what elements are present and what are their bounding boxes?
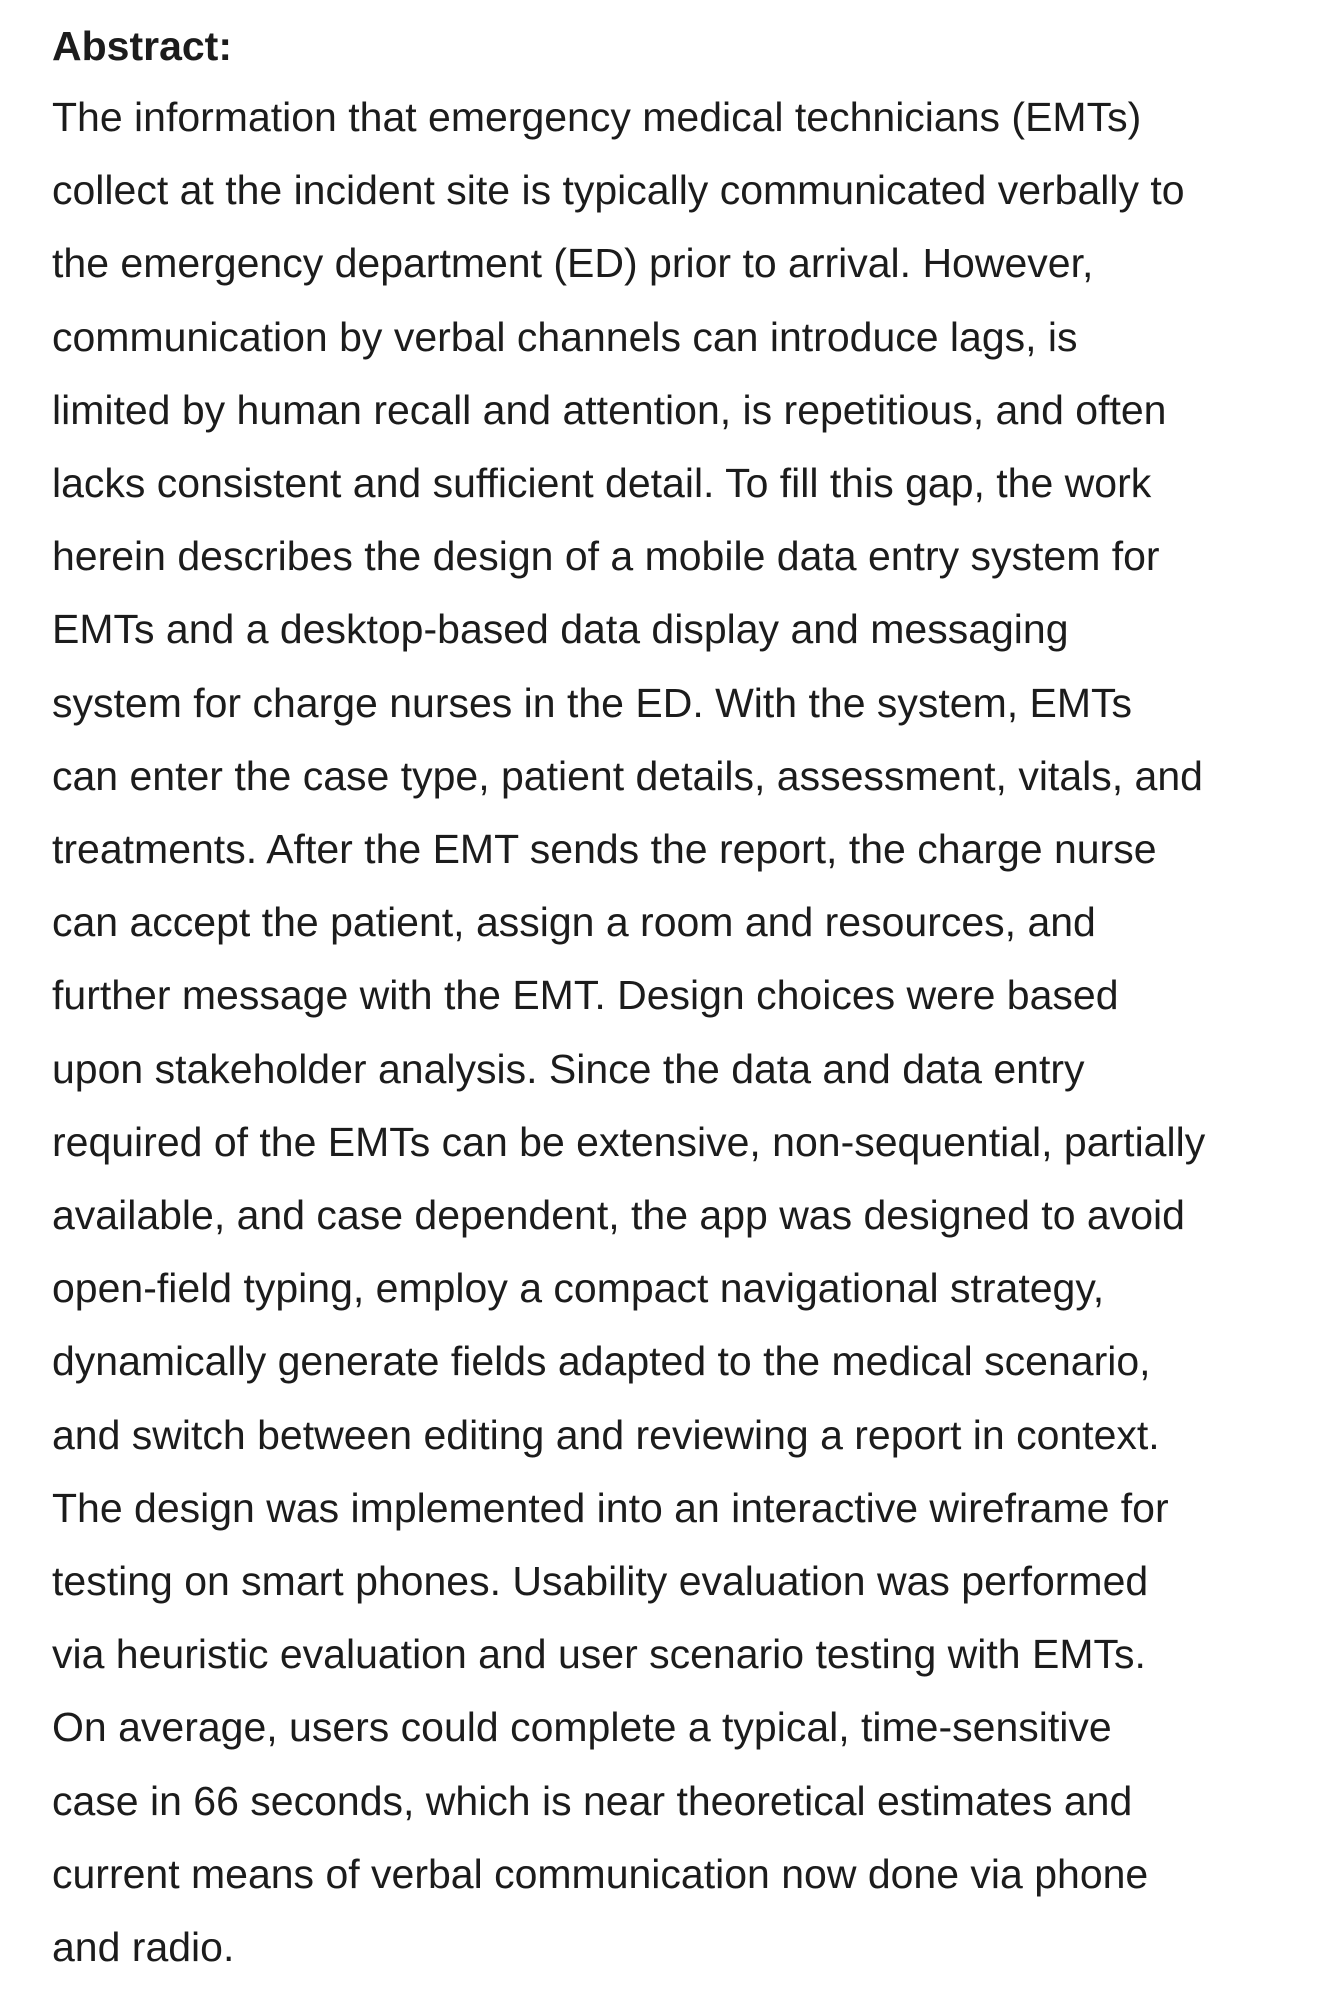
abstract-line: open-field typing, employ a compact navigational strategy, [52,1265,1105,1312]
abstract-line: The design was implemented into an interactive wireframe for [52,1484,1169,1531]
abstract-line: via heuristic evaluation and user scenario testing with EMTs. [52,1631,1146,1678]
abstract-line: can enter the case type, patient details, assessment, vitals, and [52,752,1203,799]
abstract-line: collect at the incident site is typically communicated verbally to [52,167,1185,214]
abstract-line: can accept the patient, assign a room and resources, and [52,899,1096,946]
abstract-section [52,18,1302,1984]
abstract-line: EMTs and a desktop-based data display and messaging [52,606,1069,653]
abstract-line: upon stakeholder analysis. Since the data and data entry [52,1045,1085,1092]
abstract-line: lacks consistent and sufficient detail. To fill this gap, the work [52,460,1152,507]
abstract-line: available, and case dependent, the app was designed to avoid [52,1192,1185,1239]
abstract-line: limited by human recall and attention, is repetitious, and often [52,386,1167,433]
abstract-line: current means of verbal communication now done via phone [52,1850,1149,1897]
abstract-line: required of the EMTs can be extensive, non-sequential, partially [52,1118,1206,1165]
abstract-line: On average, users could complete a typical, time-sensitive [52,1704,1112,1751]
abstract-line: the emergency department (ED) prior to arrival. However, [52,240,1094,287]
abstract-line: treatments. After the EMT sends the report, the charge nurse [52,826,1157,873]
abstract-line: further message with the EMT. Design choices were based [52,972,1119,1019]
abstract-line: and radio. [52,1924,235,1971]
abstract-heading: Abstract: [52,23,232,69]
abstract-line: herein describes the design of a mobile data entry system for [52,533,1160,580]
abstract-line: testing on smart phones. Usability evaluation was performed [52,1558,1149,1605]
abstract-line: communication by verbal channels can introduce lags, is [52,313,1078,360]
abstract-line: dynamically generate fields adapted to the medical scenario, [52,1338,1151,1385]
abstract-line: and switch between editing and reviewing a report in context. [52,1411,1160,1458]
abstract-line: system for charge nurses in the ED. With the system, EMTs [52,679,1133,726]
abstract-line: The information that emergency medical technicians (EMTs) [52,94,1142,140]
abstract-body [52,81,1302,1984]
abstract-line: case in 66 seconds, which is near theoretical estimates and [52,1777,1133,1824]
